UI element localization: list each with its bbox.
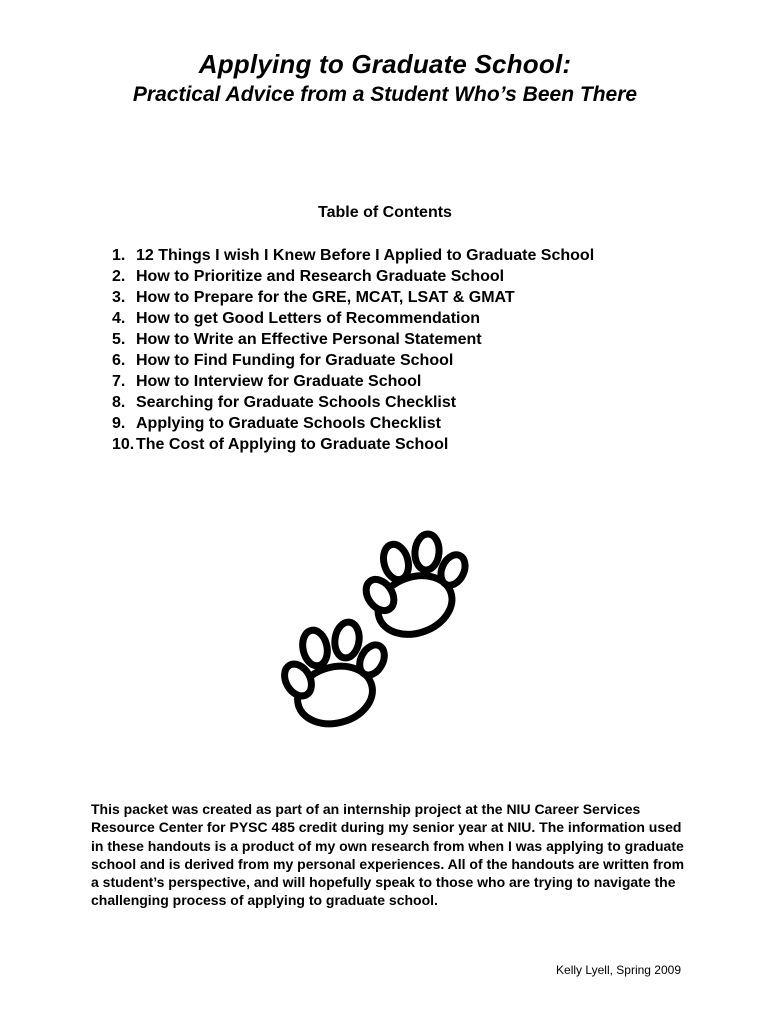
toc-item-number: 8.: [112, 394, 126, 411]
toc-item-text: How to Write an Effective Personal Statement: [136, 331, 482, 348]
intro-paragraph: This packet was created as part of an internship project at the NIU Career Services Resource Center for PYSC 485 credit during my senior year at NIU. The information used in these handouts is a product of my own research from when I was applying to graduate school and is derived from my personal experiences. All of the handouts are written from a student’s perspective, and will hopefully speak to those who are trying to navigate the challenging process of applying to graduate school.: [91, 801, 685, 909]
toc-item-number: 10.: [112, 436, 135, 453]
toc-item-number: 2.: [112, 268, 126, 285]
paw-print-upper-icon: [360, 533, 469, 644]
toc-item-text: The Cost of Applying to Graduate School: [136, 436, 449, 453]
list-item: [112, 392, 712, 413]
list-item: [112, 308, 712, 329]
toc-item-number: 7.: [112, 373, 126, 390]
list-item: [112, 350, 712, 371]
list-item: [112, 287, 712, 308]
toc-item-number: 5.: [112, 331, 126, 348]
toc-item-text: Searching for Graduate Schools Checklist: [136, 394, 457, 411]
toc-item-number: 3.: [112, 289, 126, 306]
paw-prints-icon: [270, 530, 480, 735]
toc-item-number: 4.: [112, 310, 126, 327]
list-item: [112, 434, 712, 455]
author-credit: Kelly Lyell, Spring 2009: [556, 963, 681, 977]
list-item: [112, 245, 712, 266]
toc-item-text: How to Interview for Graduate School: [136, 373, 422, 390]
toc-item-text: 12 Things I wish I Knew Before I Applied to Graduate School: [136, 247, 595, 264]
toc-item-text: How to Prepare for the GRE, MCAT, LSAT & GMAT: [136, 289, 515, 306]
toc-item-text: Applying to Graduate Schools Checklist: [136, 415, 441, 432]
toc-item-text: How to Prioritize and Research Graduate School: [136, 268, 505, 285]
list-item: [112, 329, 712, 350]
toc-heading: Table of Contents: [318, 204, 452, 221]
toc-item-number: 6.: [112, 352, 126, 369]
table-of-contents: [112, 245, 712, 455]
toc-item-number: 9.: [112, 415, 126, 432]
list-item: [112, 371, 712, 392]
toc-item-text: How to Find Funding for Graduate School: [136, 352, 454, 369]
paw-print-lower-icon: [279, 621, 389, 732]
page-subtitle: Practical Advice from a Student Who’s Been There: [132, 83, 638, 106]
toc-item-number: 1.: [112, 247, 126, 264]
list-item: [112, 413, 712, 434]
list-item: [112, 266, 712, 287]
page-title: Applying to Graduate School:: [198, 49, 572, 79]
toc-item-text: How to get Good Letters of Recommendation: [136, 310, 481, 327]
